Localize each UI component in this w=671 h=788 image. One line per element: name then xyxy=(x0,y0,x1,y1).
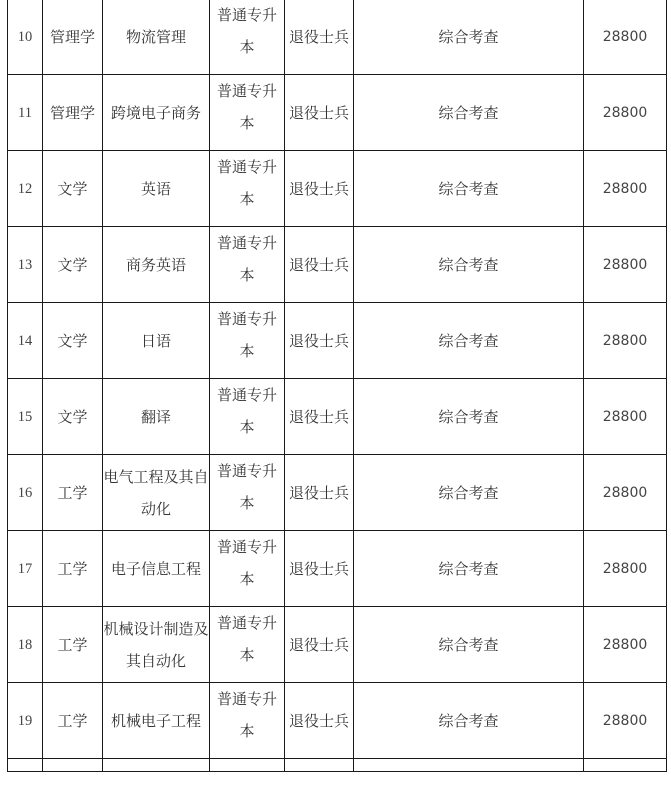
row-number: 18 xyxy=(8,607,43,683)
major-name: 电子信息工程 xyxy=(103,531,210,607)
student-type: 退役士兵 xyxy=(285,227,354,303)
discipline-category: 文学 xyxy=(43,151,103,227)
table-row xyxy=(8,607,667,683)
program-level: 普通专升本 xyxy=(210,75,285,151)
row-number: 15 xyxy=(8,379,43,455)
tuition-fee: 28800 xyxy=(584,227,667,303)
program-level: 普通专升本 xyxy=(210,531,285,607)
program-level: 普通专升本 xyxy=(210,607,285,683)
table-cell xyxy=(103,759,210,772)
table-row xyxy=(8,0,667,75)
discipline-category: 文学 xyxy=(43,379,103,455)
table-cell xyxy=(8,759,43,772)
exam-method: 综合考查 xyxy=(354,455,584,531)
table-cell xyxy=(210,759,285,772)
exam-method: 综合考查 xyxy=(354,303,584,379)
student-type: 退役士兵 xyxy=(285,75,354,151)
student-type: 退役士兵 xyxy=(285,379,354,455)
table-cell xyxy=(354,759,584,772)
program-level: 普通专升本 xyxy=(210,151,285,227)
table-row xyxy=(8,759,667,772)
program-level: 普通专升本 xyxy=(210,683,285,759)
row-number: 10 xyxy=(8,0,43,75)
row-number: 16 xyxy=(8,455,43,531)
tuition-fee: 28800 xyxy=(584,75,667,151)
row-number: 19 xyxy=(8,683,43,759)
tuition-fee: 28800 xyxy=(584,303,667,379)
discipline-category: 管理学 xyxy=(43,0,103,75)
major-name: 商务英语 xyxy=(103,227,210,303)
exam-method: 综合考查 xyxy=(354,0,584,75)
tuition-fee: 28800 xyxy=(584,683,667,759)
table-cell xyxy=(285,759,354,772)
row-number: 13 xyxy=(8,227,43,303)
row-number: 11 xyxy=(8,75,43,151)
student-type: 退役士兵 xyxy=(285,303,354,379)
tuition-fee: 28800 xyxy=(584,531,667,607)
program-level: 普通专升本 xyxy=(210,379,285,455)
table-row xyxy=(8,379,667,455)
exam-method: 综合考查 xyxy=(354,151,584,227)
major-name: 翻译 xyxy=(103,379,210,455)
discipline-category: 管理学 xyxy=(43,75,103,151)
student-type: 退役士兵 xyxy=(285,455,354,531)
program-level: 普通专升本 xyxy=(210,0,285,75)
program-level: 普通专升本 xyxy=(210,455,285,531)
table-row xyxy=(8,151,667,227)
discipline-category: 工学 xyxy=(43,607,103,683)
table-row xyxy=(8,303,667,379)
table-row xyxy=(8,531,667,607)
discipline-category: 文学 xyxy=(43,303,103,379)
table-body xyxy=(8,0,667,772)
tuition-fee: 28800 xyxy=(584,379,667,455)
exam-method: 综合考查 xyxy=(354,531,584,607)
tuition-fee: 28800 xyxy=(584,151,667,227)
program-level: 普通专升本 xyxy=(210,303,285,379)
program-level: 普通专升本 xyxy=(210,227,285,303)
major-name: 物流管理 xyxy=(103,0,210,75)
discipline-category: 文学 xyxy=(43,227,103,303)
major-name: 英语 xyxy=(103,151,210,227)
table-row xyxy=(8,75,667,151)
tuition-fee: 28800 xyxy=(584,0,667,75)
discipline-category: 工学 xyxy=(43,531,103,607)
student-type: 退役士兵 xyxy=(285,531,354,607)
student-type: 退役士兵 xyxy=(285,0,354,75)
major-name: 跨境电子商务 xyxy=(103,75,210,151)
student-type: 退役士兵 xyxy=(285,607,354,683)
major-name: 电气工程及其自动化 xyxy=(103,455,210,531)
enrollment-table xyxy=(7,0,667,772)
table-row xyxy=(8,455,667,531)
row-number: 12 xyxy=(8,151,43,227)
tuition-fee: 28800 xyxy=(584,455,667,531)
major-name: 日语 xyxy=(103,303,210,379)
row-number: 14 xyxy=(8,303,43,379)
table-cell xyxy=(43,759,103,772)
row-number: 17 xyxy=(8,531,43,607)
student-type: 退役士兵 xyxy=(285,683,354,759)
major-name: 机械设计制造及其自动化 xyxy=(103,607,210,683)
exam-method: 综合考查 xyxy=(354,227,584,303)
tuition-fee: 28800 xyxy=(584,607,667,683)
table-row xyxy=(8,227,667,303)
exam-method: 综合考查 xyxy=(354,607,584,683)
exam-method: 综合考查 xyxy=(354,379,584,455)
table-row xyxy=(8,683,667,759)
table-cell xyxy=(584,759,667,772)
exam-method: 综合考查 xyxy=(354,683,584,759)
discipline-category: 工学 xyxy=(43,683,103,759)
exam-method: 综合考查 xyxy=(354,75,584,151)
discipline-category: 工学 xyxy=(43,455,103,531)
student-type: 退役士兵 xyxy=(285,151,354,227)
major-name: 机械电子工程 xyxy=(103,683,210,759)
